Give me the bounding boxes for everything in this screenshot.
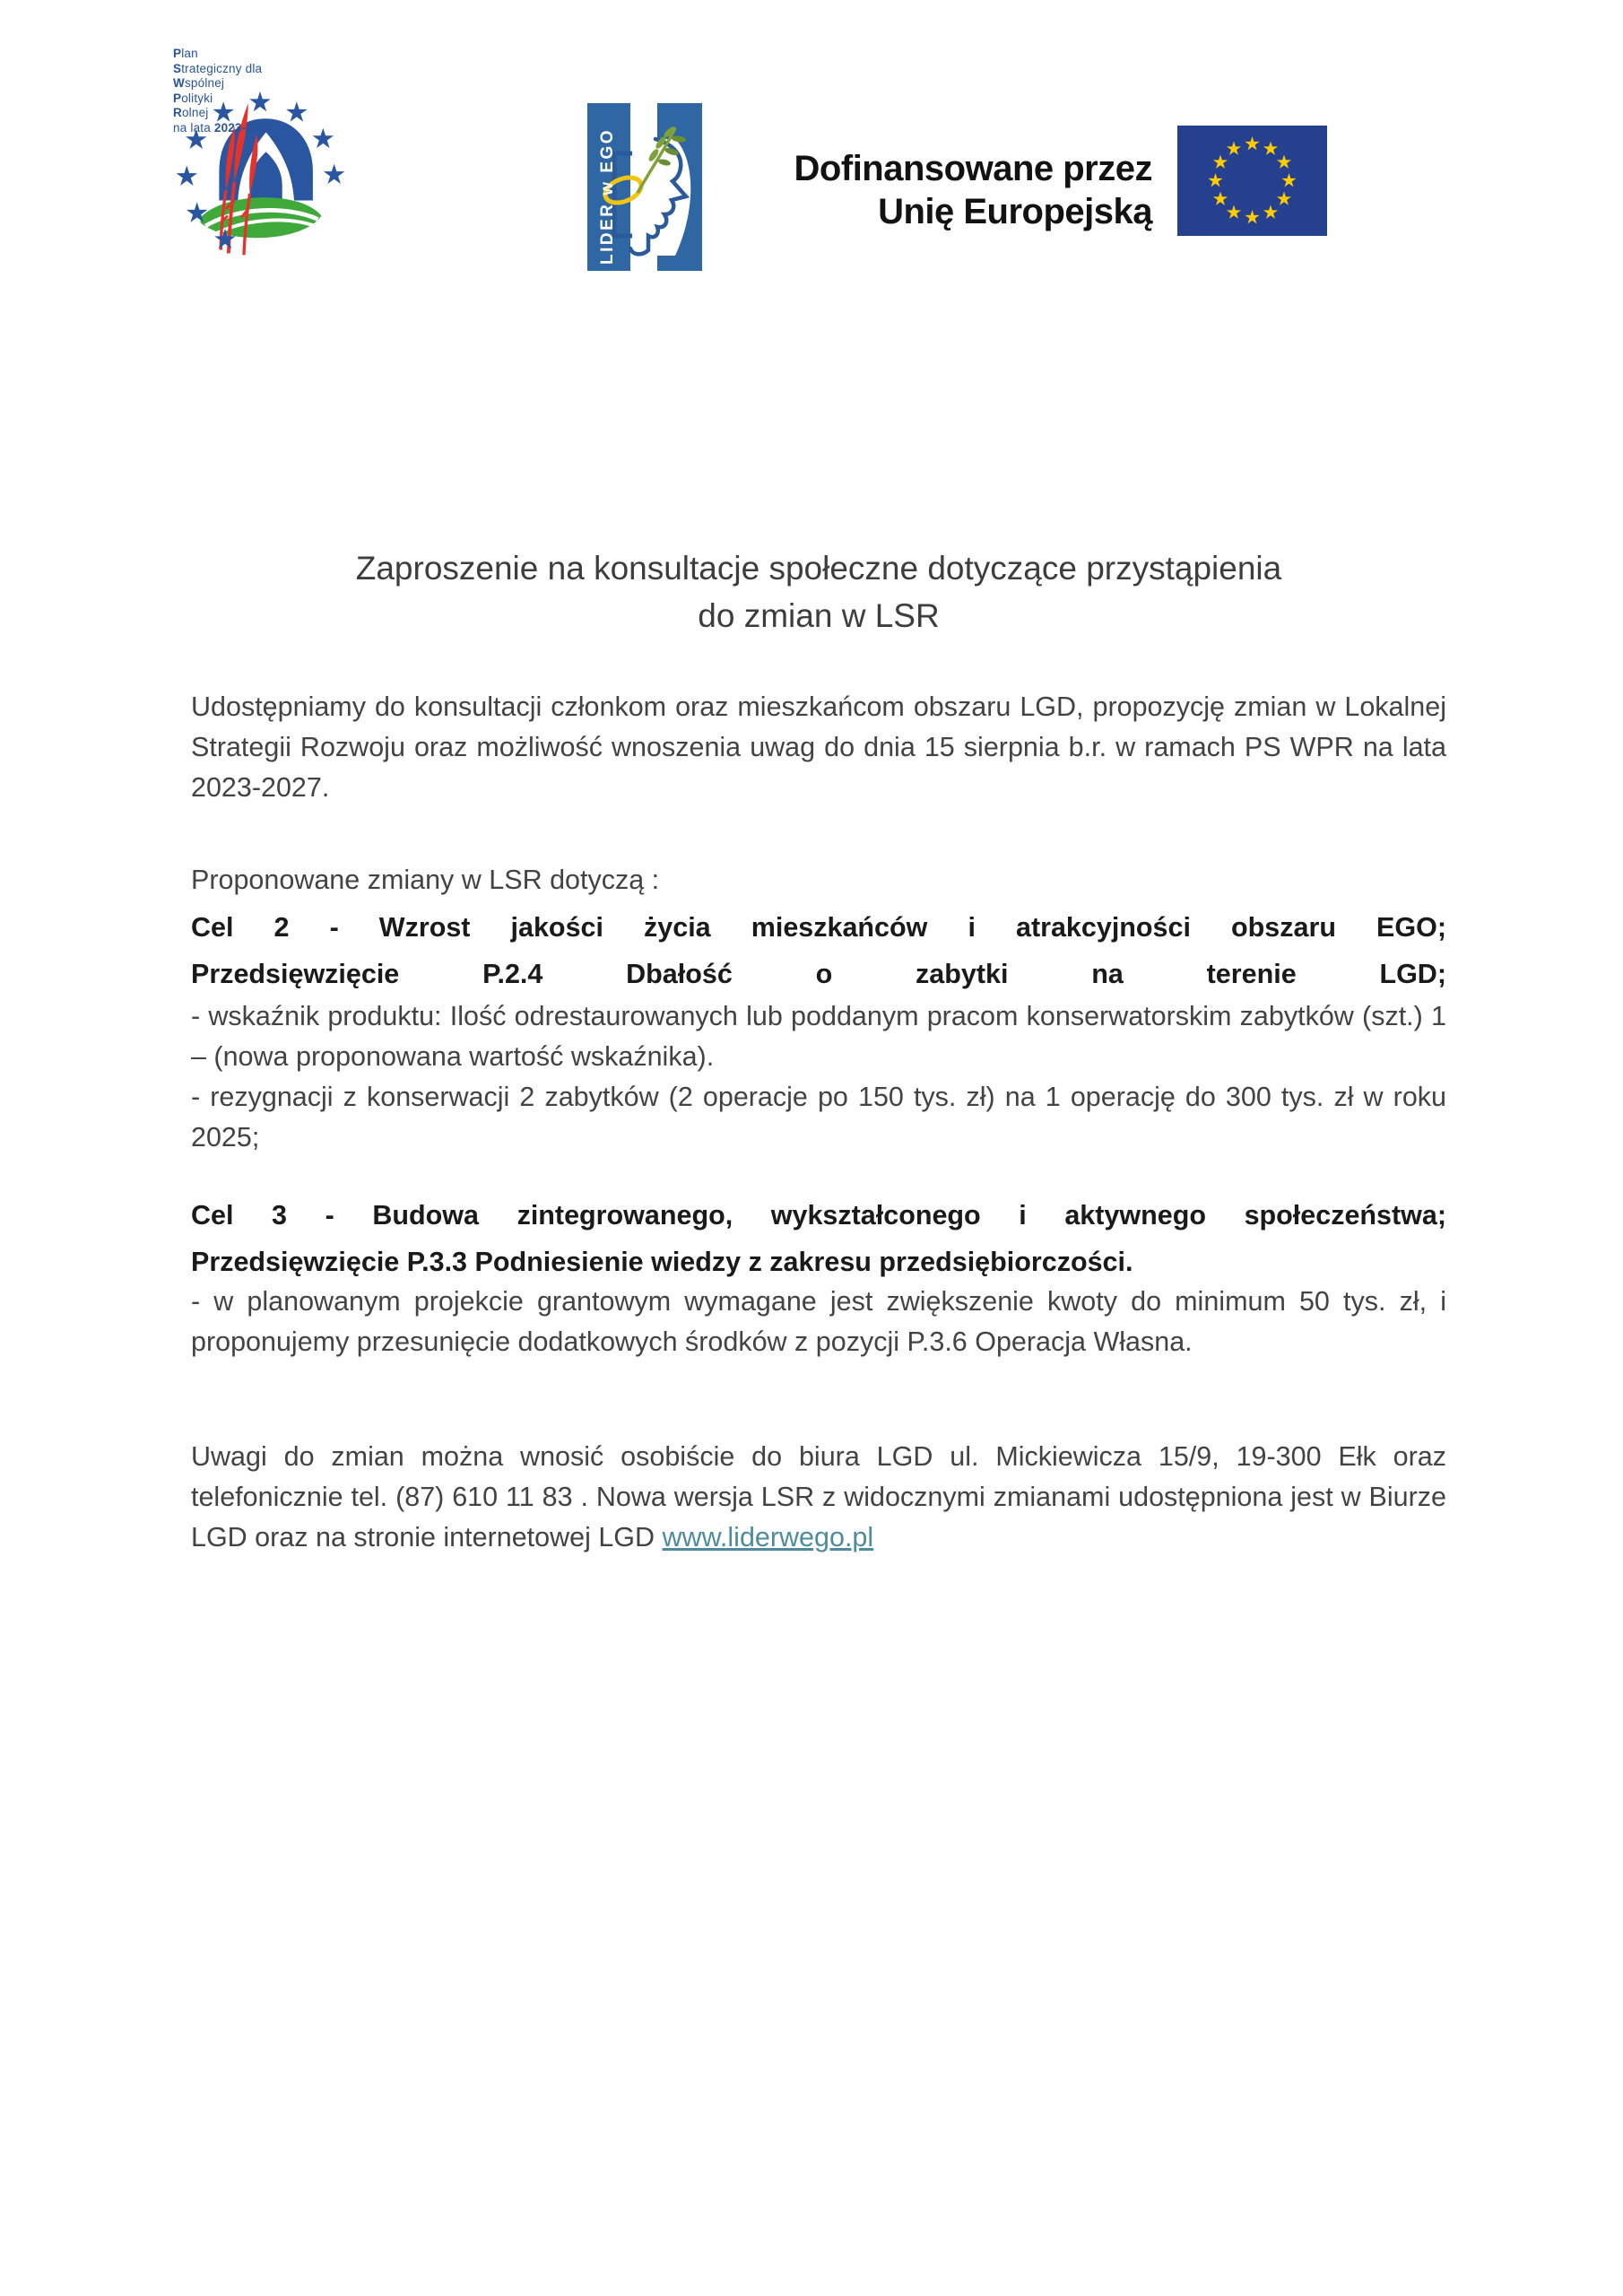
cel2-heading: [191, 904, 1446, 997]
page-title: [191, 544, 1446, 639]
eu-funding-line1: Dofinansowane przez: [794, 149, 1152, 188]
pswpr-line: Polityki: [173, 91, 213, 105]
cel2-line2: Przedsięwzięcie P.2.4 Dbałość o zabytki na terenie LGD;: [191, 959, 1446, 989]
cel2-point1: - wskaźnik produktu: Ilość odrestaurowanych lub poddanym pracom konserwatorskim zabytków (szt.) 1 – (nowa proponowana wartość wskaźnika).: [191, 1001, 1446, 1072]
closing-text: Uwagi do zmian można wnosić osobiście do biura LGD ul. Mickiewicza 15/9, 19-300 Ełk oraz telefonicznie tel. (87) 610 11 83 . Nowa wersja LSR z widocznymi zmianami udostępniona jest w Biurze LGD oraz na stronie internetowej LGD: [191, 1441, 1446, 1552]
pswpr-line: Rolnej: [173, 106, 209, 119]
eu-funding-text: [758, 147, 1152, 233]
pswpr-line: na lata 2023-2027: [173, 120, 274, 135]
lider-logo-text: LIDER w EGO: [598, 127, 617, 265]
paragraph-consultation-intro: Udostępniamy do konsultacji członkom oraz mieszkańcom obszaru LGD, propozycję zmian w Lokalnej Strategii Rozwoju oraz możliwość wnoszenia uwag do dnia 15 sierpnia b.r. w ramach PS WPR na lata 2023-2027.: [191, 691, 1446, 803]
paragraph-proposed-changes: Proponowane zmiany w LSR dotyczą :: [191, 865, 660, 895]
lider-w-ego-logo: [587, 103, 702, 271]
page-title-line1: Zaproszenie na konsultacje społeczne dotyczące przystąpienia: [355, 550, 1282, 587]
cel3-point1: - w planowanym projekcie grantowym wymagane jest zwiększenie kwoty do minimum 50 tys. zł, i proponujemy przesunięcie dodatkowych środków z pozycji P.3.6 Operacja Własna.: [191, 1286, 1446, 1357]
pswpr-line: Wspólnej: [173, 76, 225, 90]
cel3-heading: [191, 1192, 1446, 1285]
cel2-points: [191, 996, 1446, 1158]
paragraph-closing: [191, 1437, 1446, 1558]
cel2-line1: Cel 2 - Wzrost jakości życia mieszkańców i atrakcyjności obszaru EGO;: [191, 912, 1446, 943]
cel3-line2: Przedsięwzięcie P.3.3 Podniesienie wiedzy z zakresu przedsiębiorczości.: [191, 1247, 1133, 1277]
eu-flag: [1177, 126, 1327, 236]
pswpr-line: Plan: [173, 47, 198, 60]
pswpr-line: Strategiczny dla: [173, 61, 263, 75]
page-title-line2: do zmian w LSR: [698, 597, 940, 634]
website-link[interactable]: www.liderwego.pl: [662, 1522, 874, 1552]
cel2-point2: - rezygnacji z konserwacji 2 zabytków (2 operacje po 150 tys. zł) na 1 operację do 300 tys. zł w roku 2025;: [191, 1082, 1446, 1152]
pswpr-logo-wordmark: [173, 47, 273, 135]
cel3-line1: Cel 3 - Budowa zintegrowanego, wykształconego i aktywnego społeczeństwa;: [191, 1200, 1446, 1231]
eu-funding-line2: Unię Europejską: [878, 192, 1152, 231]
